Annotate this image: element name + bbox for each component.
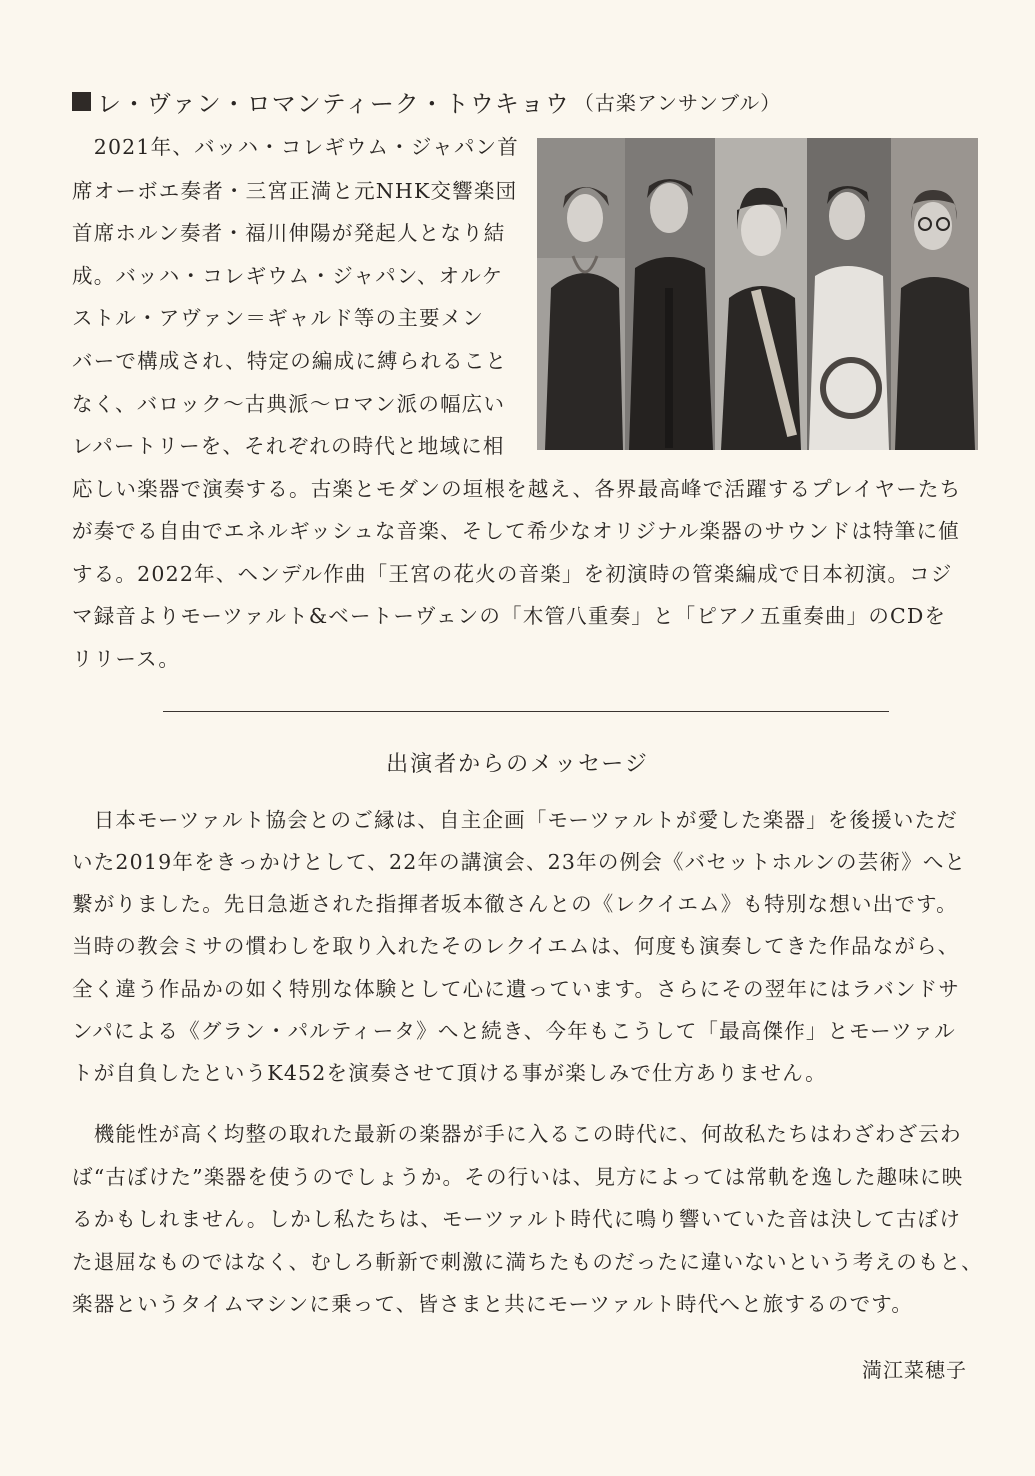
message-line: 全く違う作品かの如く特別な体験として心に遺っています。さらにその翌年にはラバンドサ — [72, 977, 961, 1001]
bio-line: 席オーボエ奏者・三宮正満と元NHK交響楽団 — [72, 179, 518, 203]
photo-panel — [891, 138, 978, 450]
message-line: ば“古ぼけた”楽器を使うのでしょうか。その行いは、見方によっては常軌を逸した趣味に映 — [72, 1165, 964, 1189]
bio-line: する。2022年、ヘンデル作曲「王宮の花火の音楽」を初演時の管楽編成で日本初演。コジ — [72, 562, 953, 586]
bio-line: リリース。 — [72, 647, 181, 671]
bio-line: レパートリーを、それぞれの時代と地域に相 — [72, 434, 505, 458]
ensemble-name: レ・ヴァン・ロマンティーク・トウキョウ — [97, 90, 570, 118]
section-divider — [163, 711, 889, 712]
bio-line: なく、バロック〜古典派〜ロマン派の幅広い — [72, 392, 506, 416]
bio-line: 2021年、バッハ・コレギウム・ジャパン首 — [72, 135, 519, 159]
message-title: 出演者からのメッセージ — [386, 752, 649, 777]
message-line: 日本モーツァルト協会とのご縁は、自主企画「モーツァルトが愛した楽器」を後援いただ — [72, 808, 959, 832]
bio-line: 成。バッハ・コレギウム・ジャパン、オルケ — [72, 264, 504, 288]
message-line: トが自負したというK452を演奏させて頂ける事が楽しみで仕方ありません。 — [72, 1061, 827, 1085]
message-line: 機能性が高く均整の取れた最新の楽器が手に入るこの時代に、何故私たちはわざわざ云わ — [72, 1122, 962, 1146]
photo-panel — [807, 138, 891, 450]
square-bullet-icon — [72, 92, 91, 111]
photo-panel — [537, 138, 625, 450]
ensemble-photo — [537, 138, 978, 450]
section-heading — [72, 84, 781, 119]
message-line: 当時の教会ミサの慣わしを取り入れたそのレクイエムは、何度も演奏してきた作品ながら、 — [72, 934, 960, 958]
ensemble-type: （古楽アンサンブル） — [573, 91, 782, 115]
message-line: 楽器というタイムマシンに乗って、皆さまと共にモーツァルト時代へと旅するのです。 — [72, 1292, 914, 1316]
bio-line: 応しい楽器で演奏する。古楽とモダンの垣根を越え、各界最高峰で活躍するプレイヤーたち — [72, 477, 962, 501]
message-line: ンパによる《グラン・パルティータ》へと続き、今年もこうして「最高傑作」とモーツァル — [72, 1019, 956, 1043]
photo-panel — [715, 138, 807, 450]
bio-line: 首席ホルン奏者・福川伸陽が発起人となり結 — [72, 221, 506, 245]
message-line: いた2019年をきっかけとして、22年の講演会、23年の例会《バセットホルンの芸術》へと — [72, 850, 967, 874]
message-line: 繋がりました。先日急逝された指揮者坂本徹さんとの《レクイエム》も特別な想い出です。 — [72, 892, 958, 916]
message-line: るかもしれません。しかし私たちは、モーツァルト時代に鳴り響いていた音は決して古ぼけ — [72, 1207, 962, 1231]
message-line: た退屈なものではなく、むしろ斬新で刺激に満ちたものだったに違いないという考えのもと、 — [72, 1250, 983, 1274]
bio-line: バーで構成され、特定の編成に縛られること — [72, 349, 508, 373]
bio-line: ストル・アヴァン＝ギャルド等の主要メン — [72, 306, 485, 330]
bio-line: マ録音よりモーツァルト&ベートーヴェンの「木管八重奏」と「ピアノ五重奏曲」のCDを — [72, 604, 947, 628]
bio-line: が奏でる自由でエネルギッシュな音楽、そして希少なオリジナル楽器のサウンドは特筆に値 — [72, 519, 960, 543]
signature: 満江菜穂子 — [862, 1358, 967, 1382]
photo-panel — [625, 138, 715, 450]
